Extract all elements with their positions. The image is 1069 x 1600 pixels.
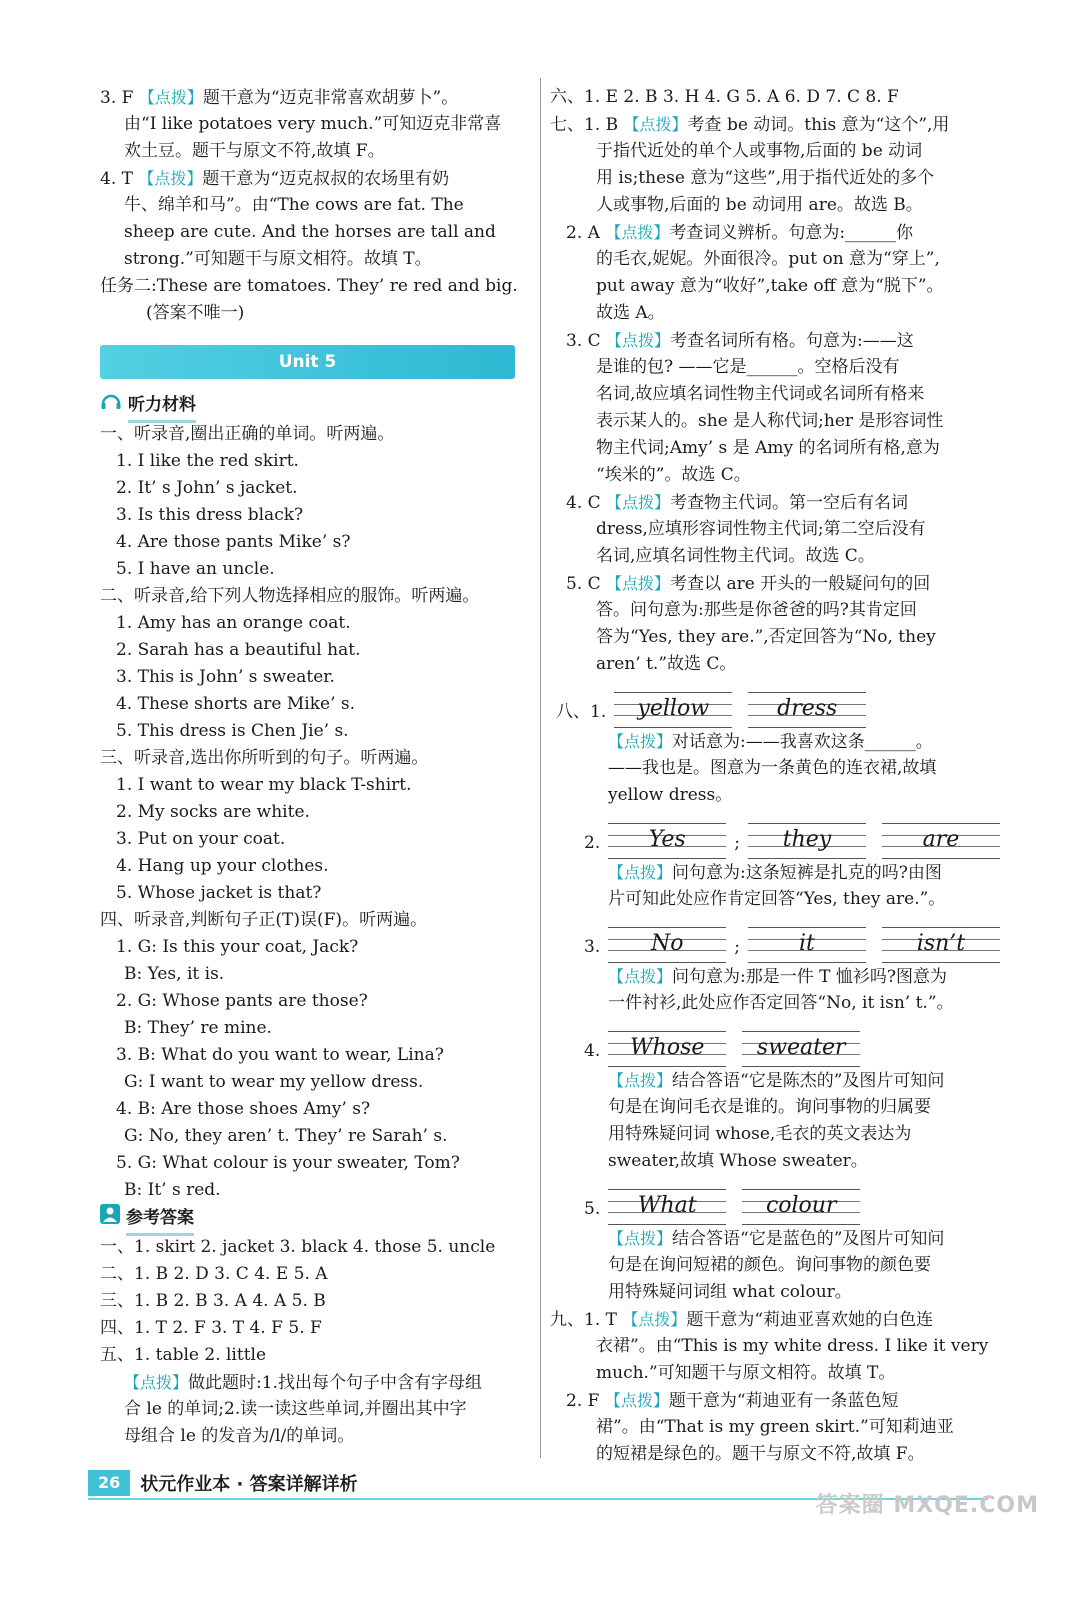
- listening-line: 5. This dress is Chen Jie’ s.: [116, 721, 349, 741]
- hint-text: ——我也是。图意为一条黄色的连衣裙,故填: [608, 758, 937, 778]
- answer-text: dress,应填形容词性物主代词;第二空后没有: [596, 519, 926, 539]
- answer-text: 牛、绵羊和马”。由“The cows are fat. The: [124, 195, 464, 215]
- answer-line: [100, 300, 532, 327]
- page-number: 26: [88, 1470, 130, 1496]
- answer-text: 九、1. T: [550, 1310, 623, 1330]
- hint-text: 结合答语“它是蓝色的”及图片可知问: [672, 1229, 945, 1249]
- handwritten-word: it: [799, 931, 815, 956]
- hint-tag: 【点拨】: [608, 1229, 673, 1248]
- listening-line: 4. B: Are those shoes Amy’ s?: [116, 1099, 371, 1119]
- handwritten-word: No: [650, 931, 684, 956]
- hint-tag: 【点拨】: [608, 967, 673, 986]
- answer-line: [550, 516, 1000, 543]
- listening-line: G: I want to wear my yellow dress.: [124, 1072, 424, 1092]
- hint-line: [550, 755, 1000, 782]
- answer-line: [550, 1387, 1000, 1414]
- hint-line: [550, 1279, 1000, 1306]
- hint-line: [550, 1121, 1000, 1148]
- answer-text: 题干意为“迈克叔叔的农场里有奶: [202, 169, 450, 189]
- answer-line: [100, 165, 532, 192]
- handwritten-answer: [608, 823, 726, 859]
- handwriting-answer-row: [550, 1017, 1000, 1067]
- answer-line: [550, 84, 1000, 111]
- handwritten-answer: [882, 927, 1000, 963]
- answer-text: 的短裙是绿色的。题干与原文不符,故填 F。: [596, 1444, 925, 1464]
- answer-line: [550, 246, 1000, 273]
- answer-line: [550, 219, 1000, 246]
- hint-tag: 【点拨】: [608, 863, 673, 882]
- separator: ;: [734, 937, 740, 957]
- handwritten-answer: [742, 1031, 860, 1067]
- question-number: 3.: [584, 937, 601, 957]
- answer-text: 故选 A。: [596, 303, 665, 323]
- hint-tag: 【点拨】: [604, 1391, 669, 1410]
- answer-text: “埃米的”。故选 C。: [596, 465, 751, 485]
- listening-line: B: Yes, it is.: [124, 964, 225, 984]
- hint-text: 片可知此处应作肯定回答“Yes, they are.”。: [608, 889, 946, 909]
- answer-text: 人或事物,后面的 be 动词用 are。故选 B。: [596, 195, 923, 215]
- hint-line: [550, 1148, 1000, 1175]
- listening-line: 5. Whose jacket is that?: [116, 883, 322, 903]
- answer-text: 考查名词所有格。句意为:——这: [670, 331, 914, 351]
- reference-answer-text: 四、1. T 2. F 3. T 4. F 5. F: [100, 1318, 322, 1338]
- answer-line: [100, 111, 532, 138]
- listening-line: 5. I have an uncle.: [116, 559, 275, 579]
- hint-tag: 【点拨】: [623, 115, 688, 134]
- listening-title: 听力材料: [128, 390, 196, 423]
- answer-line: [100, 219, 532, 246]
- listening-heading: [100, 391, 532, 421]
- hint-text: 句是在询问短裙的颜色。询问事物的颜色要: [608, 1255, 931, 1275]
- handwritten-word: colour: [765, 1193, 837, 1218]
- hint-line: [550, 1225, 1000, 1252]
- answer-text: 的毛衣,妮妮。外面很冷。put on 意为“穿上”,: [596, 249, 940, 269]
- separator: ;: [734, 833, 740, 853]
- unit-banner: Unit 5: [100, 345, 515, 379]
- hint-tag: 【点拨】: [606, 331, 671, 350]
- reference-answer-line: [100, 1423, 532, 1450]
- question-number: 4.: [584, 1041, 601, 1061]
- answer-text: 物主代词;Amy’ s 是 Amy 的名词所有格,意为: [596, 438, 940, 458]
- answer-text: much.”可知题干与原文相符。故填 T。: [596, 1363, 896, 1383]
- hint-tag: 【点拨】: [608, 1071, 673, 1090]
- answer-line: [550, 489, 1000, 516]
- answer-text: 表示某人的。she 是人称代词;her 是形容词性: [596, 411, 944, 431]
- reference-answer-line: [100, 1315, 532, 1342]
- hint-tag: 【点拨】: [622, 1310, 687, 1329]
- listening-line: 4. These shorts are Mike’ s.: [116, 694, 356, 714]
- answer-text: 答为“Yes, they are.”,否定回答为“No, they: [596, 627, 936, 647]
- hint-line: [550, 1067, 1000, 1094]
- answer-line: [550, 138, 1000, 165]
- answer-text: aren’ t.”故选 C。: [596, 654, 737, 674]
- answer-text: 考查物主代词。第一空后有名词: [670, 493, 909, 513]
- reference-answer-text: 母组合 le 的发音为/l/的单词。: [124, 1426, 355, 1446]
- answer-line: [550, 435, 1000, 462]
- hint-text: sweater,故填 Whose sweater。: [608, 1151, 868, 1171]
- answer-text: 用 is;these 意为“这些”,用于指代近处的多个: [596, 168, 935, 188]
- answers-heading: [100, 1204, 532, 1234]
- answer-line: [550, 381, 1000, 408]
- listening-line: G: No, they aren’ t. They’ re Sarah’ s.: [124, 1126, 448, 1146]
- handwritten-word: Yes: [648, 827, 686, 852]
- column-divider: [540, 78, 541, 1458]
- hint-line: [550, 886, 1000, 913]
- answer-line: [550, 408, 1000, 435]
- answer-text: 5. C: [566, 574, 607, 594]
- listening-line: 3. B: What do you want to wear, Lina?: [116, 1045, 444, 1065]
- answer-line: [550, 273, 1000, 300]
- handwritten-answer: [608, 1189, 726, 1225]
- answer-line: [550, 1441, 1000, 1468]
- handwriting-answer-row: [550, 809, 1000, 859]
- reference-answer-line: [100, 1288, 532, 1315]
- listening-line: 1. I want to wear my black T-shirt.: [116, 775, 412, 795]
- answer-line: [550, 165, 1000, 192]
- handwritten-word: they: [782, 827, 832, 852]
- hint-line: [550, 963, 1000, 990]
- hint-tag: 【点拨】: [605, 223, 670, 242]
- watermark: 答案圈 MXQE.COM: [815, 1493, 1039, 1518]
- left-column: [100, 84, 532, 1450]
- reference-answer-line: [100, 1369, 532, 1396]
- listening-line: 3. This is John’ s sweater.: [116, 667, 335, 687]
- handwriting-answer-row: [550, 678, 1000, 728]
- hint-text: 结合答语“它是陈杰的”及图片可知问: [672, 1071, 945, 1091]
- answer-text: strong.”可知题干与原文相符。故填 T。: [124, 249, 432, 269]
- handwritten-word: isn’t: [916, 931, 966, 956]
- handwritten-word: sweater: [756, 1035, 846, 1060]
- reference-answer-line: [100, 1396, 532, 1423]
- answer-text: 3. F: [100, 88, 139, 108]
- answer-line: [550, 597, 1000, 624]
- listening-line: 2. It’ s John’ s jacket.: [116, 478, 298, 498]
- answer-text: 名词,故应填名词性物主代词或名词所有格来: [596, 384, 925, 404]
- answer-line: [550, 192, 1000, 219]
- answer-text: 题干意为“迈克非常喜欢胡萝卜”。: [202, 88, 459, 108]
- reference-answer-text: 一、1. skirt 2. jacket 3. black 4. those 5. uncle: [100, 1237, 496, 1257]
- hint-text: 问句意为:那是一件 T 恤衫吗?图意为: [672, 967, 948, 987]
- handwritten-word: What: [637, 1193, 697, 1218]
- question-number: 5.: [584, 1199, 601, 1219]
- hint-text: 句是在询问毛衣是谁的。询问事物的归属要: [608, 1097, 931, 1117]
- reference-answers: [100, 1234, 532, 1450]
- listening-line: 2. Sarah has a beautiful hat.: [116, 640, 361, 660]
- listening-line: 4. Hang up your clothes.: [116, 856, 329, 876]
- handwritten-word: yellow: [637, 696, 710, 721]
- listening-line: 二、听录音,给下列人物选择相应的服饰。听两遍。: [100, 586, 480, 606]
- hint-text: 问句意为:这条短裤是扎克的吗?由图: [672, 863, 942, 883]
- listening-line: 5. G: What colour is your sweater, Tom?: [116, 1153, 460, 1173]
- answer-line: [100, 246, 532, 273]
- handwriting-answer-row: [550, 913, 1000, 963]
- answer-line: [550, 111, 1000, 138]
- answer-line: [550, 1333, 1000, 1360]
- handwriting-answer-row: [550, 1175, 1000, 1225]
- answer-line: [550, 543, 1000, 570]
- hint-line: [550, 1252, 1000, 1279]
- hint-tag: 【点拨】: [138, 169, 203, 188]
- handwritten-word: Whose: [630, 1035, 705, 1060]
- answer-text: 六、1. E 2. B 3. H 4. G 5. A 6. D 7. C 8. F: [550, 87, 899, 107]
- answer-text: sheep are cute. And the horses are tall and: [124, 222, 496, 242]
- answer-text: 题干意为“莉迪亚喜欢她的白色连: [686, 1310, 934, 1330]
- listening-line: 2. G: Whose pants are those?: [116, 991, 368, 1011]
- hint-text: yellow dress。: [608, 785, 733, 805]
- handwritten-answer: [742, 1189, 860, 1225]
- handwritten-word: are: [922, 827, 960, 852]
- reference-answer-line: [100, 1342, 532, 1369]
- handwritten-answer: [614, 692, 732, 728]
- hint-text: 一件衬衫,此处应作否定回答“No, it isn’ t.”。: [608, 993, 954, 1013]
- section-eight: [550, 678, 1000, 1306]
- reference-answer-text: 五、1. table 2. little: [100, 1345, 267, 1365]
- headphones-icon: [100, 391, 122, 421]
- answer-text: 名词,应填名词性物主代词。故选 C。: [596, 546, 875, 566]
- answer-text: 答。问句意为:那些是你爸爸的吗?其肯定回: [596, 600, 917, 620]
- listening-line: 3. Put on your coat.: [116, 829, 286, 849]
- answer-text: 考查以 are 开头的一般疑问句的回: [670, 574, 931, 594]
- handwritten-answer: [748, 823, 866, 859]
- question-number: 2.: [584, 833, 601, 853]
- footer-title: 状元作业本 · 答案详解详析: [140, 1474, 358, 1495]
- handwritten-answer: [608, 927, 726, 963]
- handwritten-answer: [882, 823, 1000, 859]
- hint-tag: 【点拨】: [606, 574, 671, 593]
- reference-answer-text: 三、1. B 2. B 3. A 4. A 5. B: [100, 1291, 326, 1311]
- listening-line: 1. I like the red skirt.: [116, 451, 299, 471]
- answer-line: [100, 84, 532, 111]
- answer-text: 题干意为“莉迪亚有一条蓝色短: [668, 1391, 899, 1411]
- answer-line: [550, 1306, 1000, 1333]
- answer-text: 是谁的包? ——它是______。空格后没有: [596, 357, 900, 377]
- listening-line: 4. Are those pants Mike’ s?: [116, 532, 351, 552]
- listening-line: 1. Amy has an orange coat.: [116, 613, 351, 633]
- answers-title: 参考答案: [126, 1203, 194, 1236]
- reference-answer-line: [100, 1234, 532, 1261]
- section-nine: [550, 1306, 1000, 1468]
- answer-text: 任务二:These are tomatoes. They’ re red and big.: [100, 276, 518, 296]
- answer-text: 4. C: [566, 493, 607, 513]
- answer-line: [550, 327, 1000, 354]
- reference-answer-text: 做此题时:1.找出每个句子中含有字母组: [188, 1373, 482, 1393]
- left-top-answers: [100, 84, 532, 327]
- handwritten-answer: [748, 927, 866, 963]
- question-number: 八、1.: [556, 702, 607, 722]
- right-top-answers: [550, 84, 1000, 678]
- answer-line: [550, 1360, 1000, 1387]
- reference-answer-line: [100, 1261, 532, 1288]
- listening-material: [100, 421, 532, 1204]
- listening-line: 3. Is this dress black?: [116, 505, 304, 525]
- hint-line: [550, 859, 1000, 886]
- reference-answer-text: 二、1. B 2. D 3. C 4. E 5. A: [100, 1264, 328, 1284]
- hint-text: 用特殊疑问词组 what colour。: [608, 1282, 852, 1302]
- hint-line: [550, 1094, 1000, 1121]
- reference-answer-text: 合 le 的单词;2.读一读这些单词,并圈出其中字: [124, 1399, 467, 1419]
- answer-line: [550, 624, 1000, 651]
- answer-text: 于指代近处的单个人或事物,后面的 be 动词: [596, 141, 923, 161]
- answer-text: 2. A: [566, 223, 606, 243]
- listening-line: B: It’ s red.: [124, 1180, 221, 1200]
- hint-line: [550, 728, 1000, 755]
- answer-line: [550, 462, 1000, 489]
- person-icon: [100, 1204, 120, 1234]
- answer-line: [550, 354, 1000, 381]
- hint-tag: 【点拨】: [124, 1373, 189, 1392]
- listening-line: 三、听录音,选出你所听到的句子。听两遍。: [100, 748, 429, 768]
- answer-text: 考查词义辨析。句意为:______你: [669, 223, 914, 243]
- answer-text: 衣裙”。由“This is my white dress. I like it very: [596, 1336, 989, 1356]
- listening-line: 1. G: Is this your coat, Jack?: [116, 937, 359, 957]
- answer-line: [100, 273, 532, 300]
- hint-line: [550, 782, 1000, 809]
- answer-text: put away 意为“收好”,take off 意为“脱下”。: [596, 276, 944, 296]
- listening-line: B: They’ re mine.: [124, 1018, 272, 1038]
- hint-tag: 【点拨】: [138, 88, 203, 107]
- answer-text: 考查 be 动词。this 意为“这个”,用: [687, 115, 950, 135]
- answer-text: 3. C: [566, 331, 607, 351]
- hint-text: 对话意为:——我喜欢这条______。: [672, 732, 933, 752]
- answer-line: [550, 570, 1000, 597]
- handwritten-answer: [608, 1031, 726, 1067]
- hint-line: [550, 990, 1000, 1017]
- listening-line: 一、听录音,圈出正确的单词。听两遍。: [100, 424, 395, 444]
- hint-tag: 【点拨】: [606, 493, 671, 512]
- answer-text: 欢土豆。题干与原文不符,故填 F。: [124, 141, 385, 161]
- answer-line: [100, 138, 532, 165]
- listening-line: 2. My socks are white.: [116, 802, 310, 822]
- answer-text: (答案不唯一): [146, 303, 245, 323]
- answer-text: 2. F: [566, 1391, 605, 1411]
- answer-text: 裙”。由“That is my green skirt.”可知莉迪亚: [596, 1417, 954, 1437]
- answer-line: [550, 651, 1000, 678]
- answer-line: [550, 300, 1000, 327]
- right-column: [550, 84, 1000, 1468]
- hint-tag: 【点拨】: [608, 732, 673, 751]
- handwritten-word: dress: [777, 696, 838, 721]
- answer-text: 由“I like potatoes very much.”可知迈克非常喜: [124, 114, 502, 134]
- answer-line: [100, 192, 532, 219]
- listening-line: 四、听录音,判断句子正(T)误(F)。听两遍。: [100, 910, 428, 930]
- answer-text: 七、1. B: [550, 115, 624, 135]
- handwritten-answer: [748, 692, 866, 728]
- hint-text: 用特殊疑问词 whose,毛衣的英文表达为: [608, 1124, 912, 1144]
- answer-text: 4. T: [100, 169, 139, 189]
- answer-line: [550, 1414, 1000, 1441]
